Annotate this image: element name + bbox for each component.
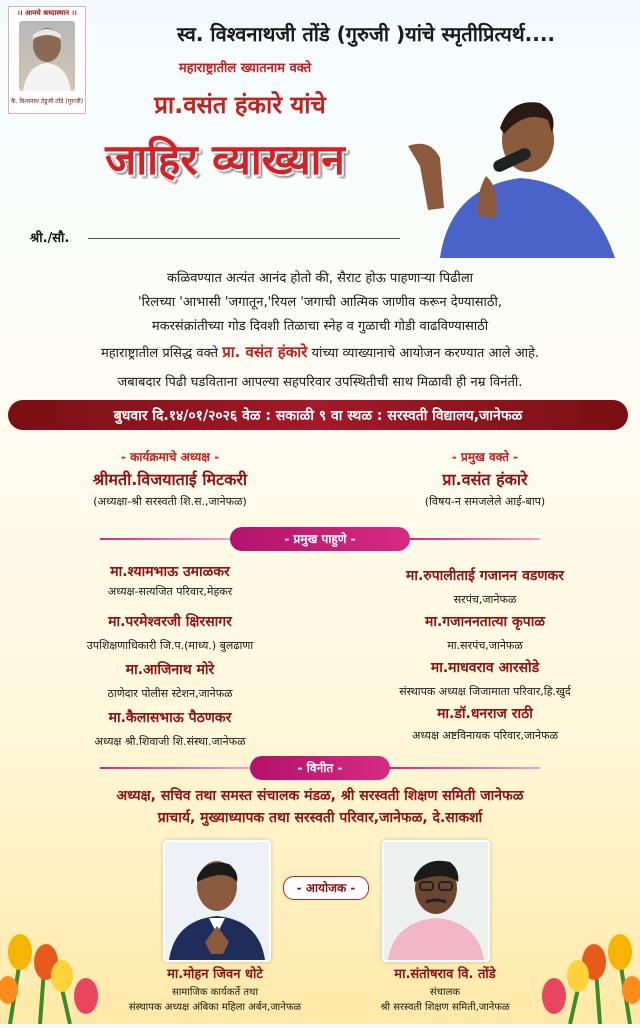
- organizers-pill: [283, 876, 369, 900]
- memorial-caption-top: ।। आमचे श्रध्दास्थान ।।: [17, 9, 77, 17]
- guest-right-3-desc: संस्थापक अध्यक्ष जिजामाता परिवार,हि.खुर्द: [399, 685, 571, 698]
- organizer-right-desc: श्री सरस्वती शिक्षण समिती,जानेफळ: [380, 1002, 510, 1013]
- vinit-line-1: अध्यक्ष, सचिव तथा समस्त संचालक मंडळ, श्री सरस्वती शिक्षण समिती जानेफळ: [116, 788, 524, 804]
- guest-right-3-name: मा.माधवराव आरसोडे: [430, 660, 540, 676]
- guest-right-4-desc: अध्यक्ष अष्टविनायक परिवार,जानेफळ: [412, 729, 558, 742]
- president-name: श्रीमती.विजयाताई मिटकरी: [92, 470, 248, 489]
- guest-right-1-desc: सरपंच,जानेफळ: [453, 593, 517, 606]
- invite-paragraph-4: [10, 342, 630, 362]
- organizers-pill-label: - आयोजक -: [296, 881, 356, 895]
- guest-left-3-name: मा.आजिनाथ मोरे: [125, 662, 215, 678]
- guests-divider-right: [410, 538, 540, 540]
- main-speaker-label: - प्रमुख वक्ते -: [451, 450, 519, 464]
- main-speaker-topic: (विषय-न समजलेले आई-बाप): [424, 495, 546, 508]
- organizer-left-desc: संस्थापक अध्यक्ष अंबिका महिला अर्बन,जानेफळ: [128, 1002, 302, 1013]
- guest-right-2-name: मा.गजाननतात्या कृपाळ: [424, 614, 545, 630]
- vinit-line-2: प्राचार्य, मुख्याध्यापक तथा सरस्वती परिवार,जानेफळ, दे.साकर्शा: [157, 810, 483, 826]
- flower-decoration-right: [530, 900, 640, 1024]
- guests-pill: [230, 527, 410, 551]
- invite-paragraph-3: मकरसंक्रांतीच्या गोड दिवशी तिळाचा स्नेह व गुळाची गोडी वाढविण्यासाठी: [151, 319, 489, 334]
- schedule-text: बुधवार दि.१४/०१/२०२६ वेळ : सकाळी ९ वा स्थळ : सरस्वती विद्यालय,जानेफळ: [113, 408, 523, 424]
- president-label: - कार्यक्रमाचे अध्यक्ष -: [120, 450, 220, 464]
- memorial-photo-frame: [8, 6, 86, 114]
- guest-left-4-name: मा.कैलासभाऊ पैठणकर: [108, 710, 232, 726]
- salutation-label: श्री./सौ.: [30, 231, 70, 246]
- organizer-left-photo: [163, 840, 271, 962]
- invite-paragraph-5: जबाबदार पिढी घडविताना आपल्या सहपरिवार उपस्थितीची साथ मिळावी ही नम्र विनंती.: [117, 375, 523, 390]
- vinit-divider-left: [100, 767, 250, 769]
- guests-divider-left: [100, 538, 230, 540]
- guest-right-2-desc: मा.सरपंच,जानेफळ: [447, 639, 523, 652]
- invite-speaker-name: प्रा. वसंत हंकारे: [222, 343, 308, 361]
- guest-left-1-name: मा.श्यामभाऊ उमाळकर: [110, 564, 230, 580]
- invite-paragraph-2: 'रिलच्या 'आभासी 'जगातून,'रियल 'जगाची आत्मिक जाणीव करून देण्यासाठी,: [138, 295, 502, 310]
- memorial-portrait: [19, 21, 75, 91]
- vinit-pill: [250, 756, 390, 780]
- memorial-caption-bottom: कै. विश्वनाथ तेडूजी तोंडे (गुरुजी): [10, 98, 84, 105]
- guest-left-3-desc: ठाणेदार पोलीस स्टेशन,जानेफळ: [107, 687, 233, 700]
- vinit-divider-right: [390, 767, 540, 769]
- event-title: जाहिर व्याख्यान: [105, 135, 345, 184]
- organizer-left-role: सामाजिक कार्यकर्ते तथा: [171, 987, 259, 998]
- guests-pill-label: - प्रमुख पाहुणे -: [284, 532, 356, 546]
- speaker-photo: [400, 58, 635, 258]
- salutation-blank-line: [88, 238, 400, 239]
- guest-right-4-name: मा.डॉ.धनराज राठी: [437, 706, 533, 722]
- organizer-left-name: मा.मोहन जिवन धोटे: [167, 967, 263, 982]
- memorial-heading: स्व. विश्वनाथजी तोंडे (गुरुजी )यांचे स्मृतीप्रित्यर्थ....: [176, 22, 556, 46]
- organizer-right-role: संचालक: [429, 987, 461, 998]
- guest-left-1-desc: अध्यक्ष-सत्यजित परिवार,मेहकर: [107, 585, 233, 598]
- guest-left-2-name: मा.परमेश्वरजी क्षिरसागर: [108, 614, 232, 630]
- organizer-right-photo: [382, 840, 490, 962]
- guest-right-1-name: मा.रुपालीताई गजानन वडणकर: [406, 568, 564, 584]
- invite-paragraph-1: कळिवण्यात अत्यंत आनंद होतो की, सैराट होऊ पाहणाऱ्या पिढीला: [166, 271, 474, 286]
- guest-left-2-desc: उपशिक्षणाधिकारी जि.प.(माध्य.) बुलढाणा: [86, 639, 254, 652]
- main-speaker-name: प्रा.वसंत हंकारे: [442, 470, 528, 489]
- president-description: (अध्यक्षा-श्री सरस्वती शि.स.,जानेफळ): [93, 495, 247, 508]
- organizer-right-name: मा.संतोषराव वि. तोंडे: [394, 967, 496, 982]
- flower-decoration-left: [0, 900, 110, 1024]
- vinit-pill-label: - विनीत -: [297, 761, 343, 775]
- sub-heading: महाराष्ट्रातील ख्यातनाम वक्ते: [178, 61, 312, 76]
- guest-left-4-desc: अध्यक्ष श्री.शिवाजी शि.संस्था.जानेफळ: [94, 735, 246, 748]
- invite-paragraph-4-suffix: यांच्या व्याख्यानाचे आयोजन करण्यात आले आहे.: [311, 346, 540, 361]
- invite-paragraph-4-prefix: महाराष्ट्रातील प्रसिद्ध वक्ते: [100, 346, 219, 361]
- speaker-name-heading: प्रा.वसंत हंकारे यांचे: [154, 91, 326, 119]
- schedule-banner: [8, 400, 628, 430]
